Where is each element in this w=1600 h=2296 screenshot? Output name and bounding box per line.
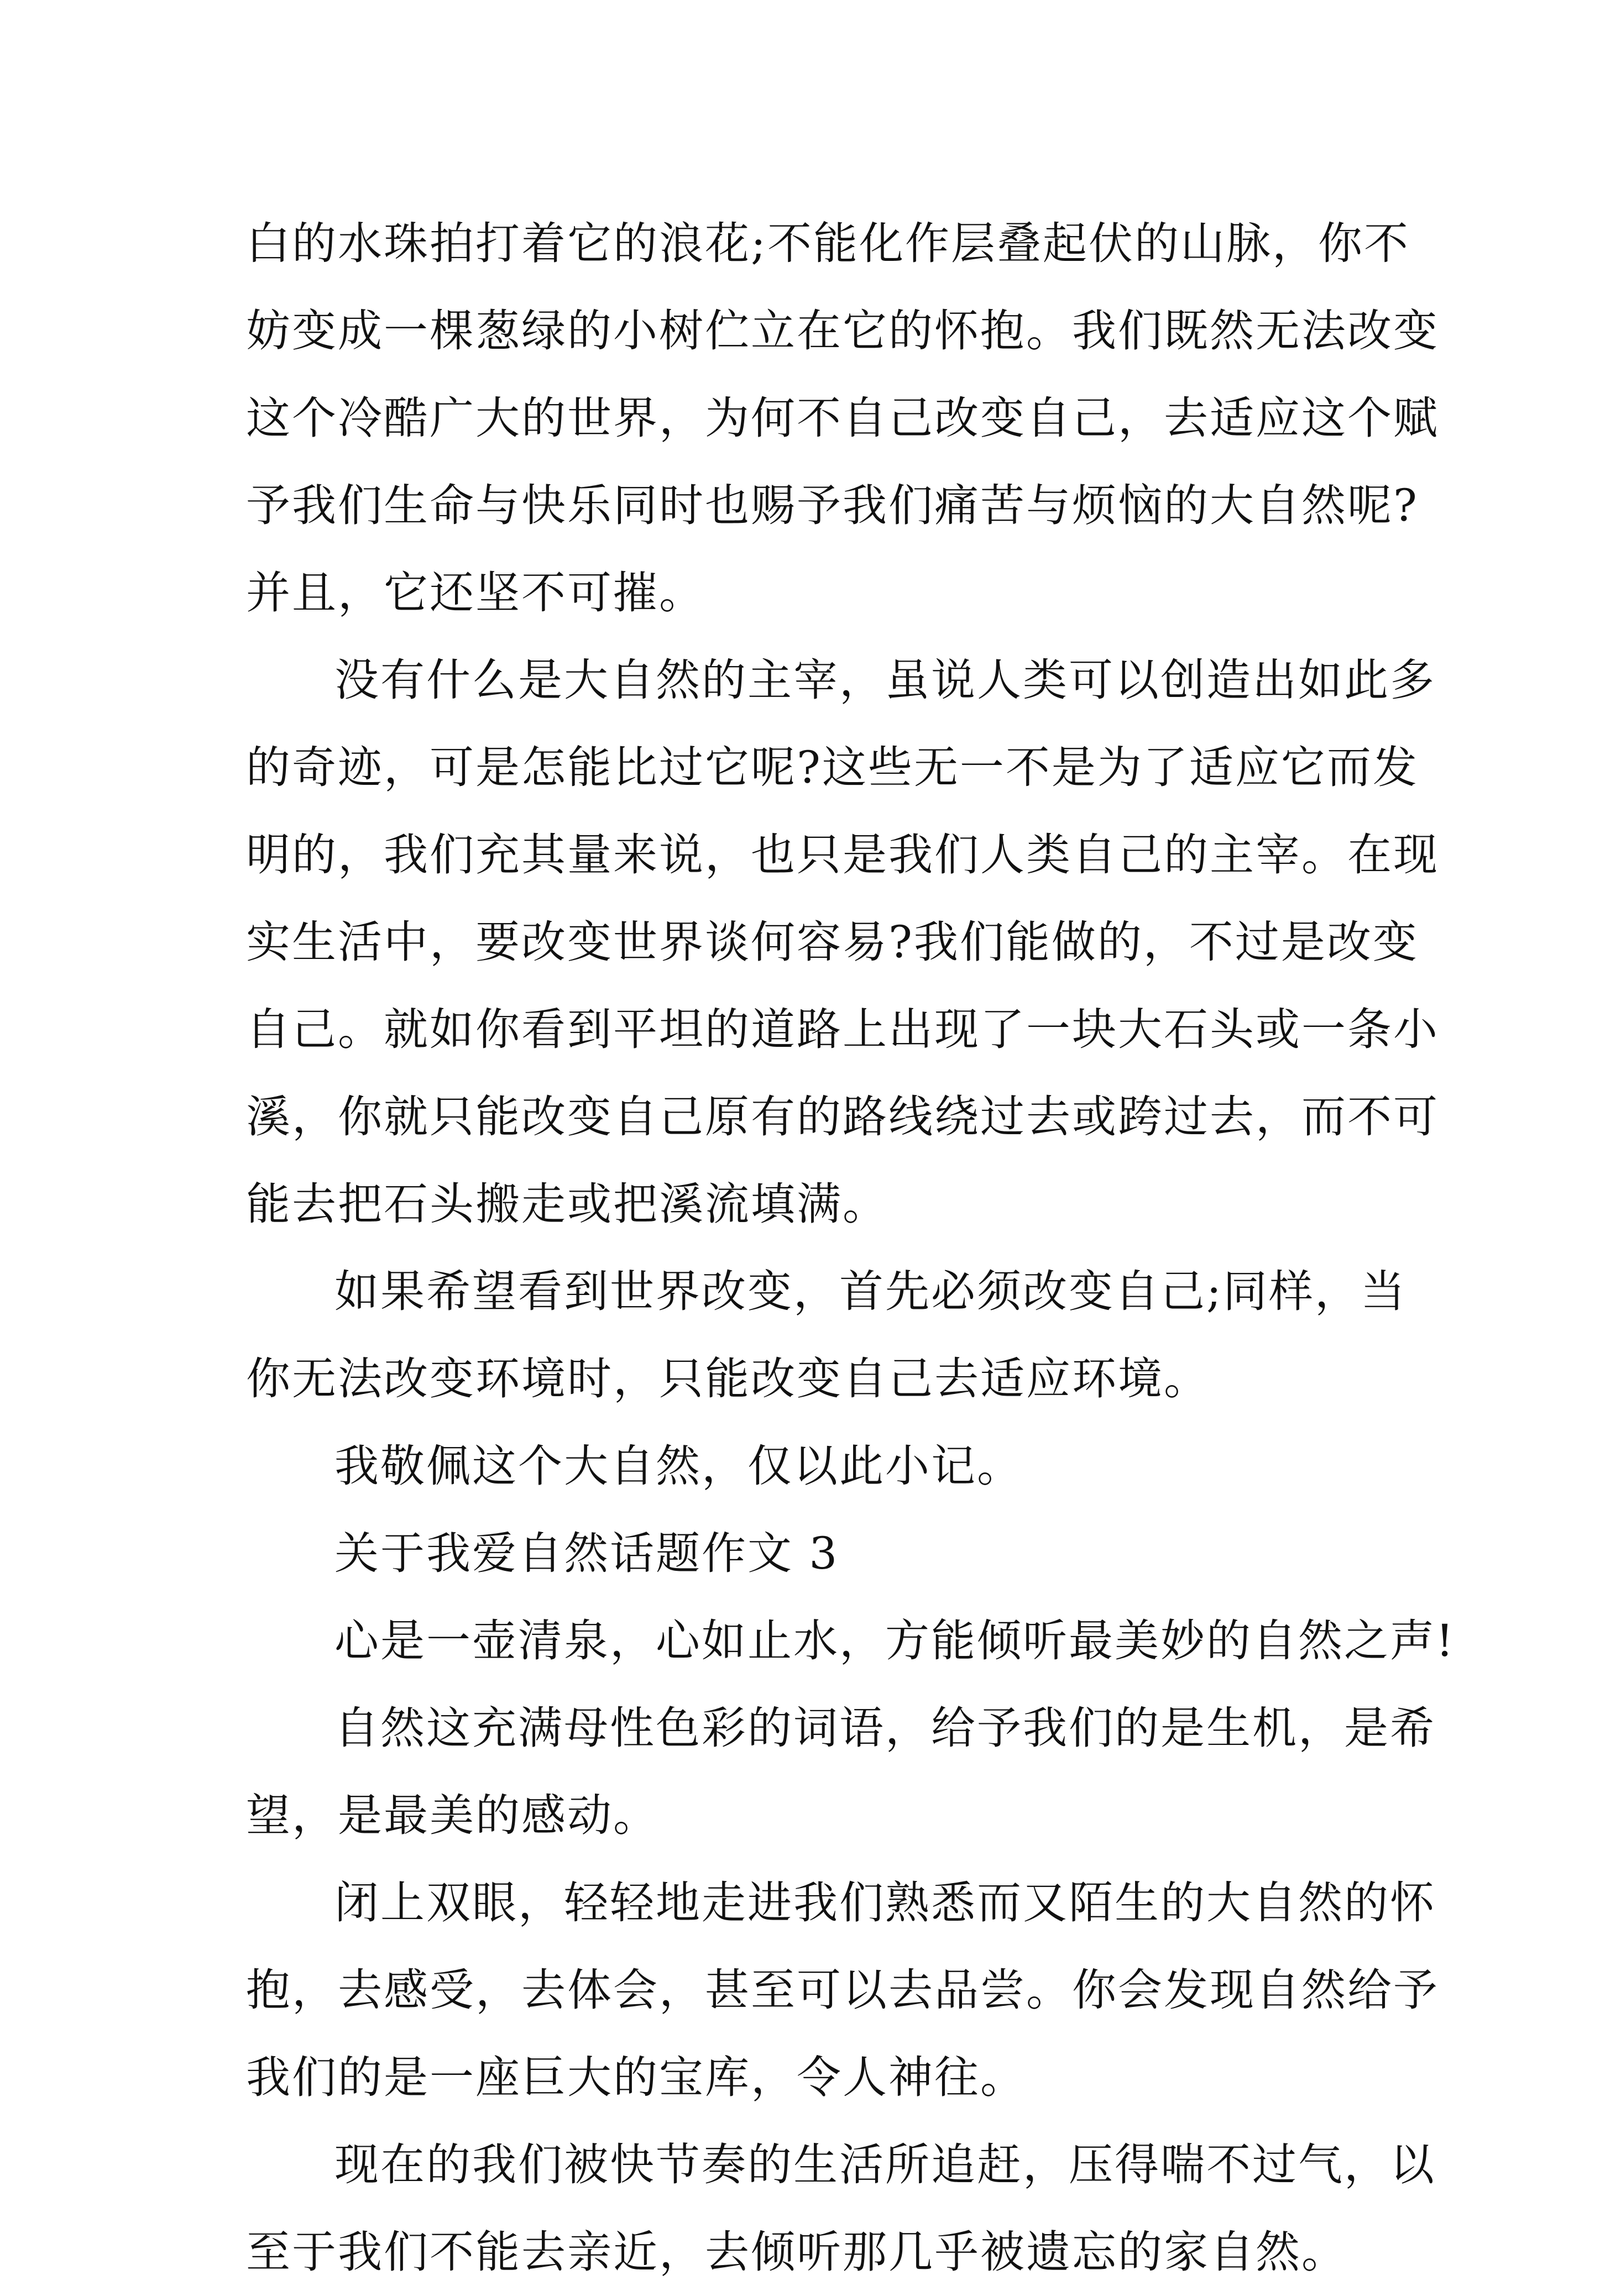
text-line: 抱，去感受，去体会，甚至可以去品尝。你会发现自然给予 (246, 1964, 1439, 2016)
text-line: 并且，它还坚不可摧。 (246, 567, 705, 618)
text-line: 我们的是一座巨大的宝库，令人神往。 (246, 2052, 1026, 2103)
text-line: 至于我们不能去亲近，去倾听那几乎被遗忘的家自然。 (246, 2226, 1347, 2278)
text-line: 白的水珠拍打着它的浪花;不能化作层叠起伏的山脉，你不 (246, 218, 1410, 269)
paragraph-first-line: 闭上双眼，轻轻地走进我们熟悉而又陌生的大自然的怀 (334, 1877, 1436, 1928)
text-line: 妨变成一棵葱绿的小树伫立在它的怀抱。我们既然无法改变 (246, 305, 1439, 357)
text-line: 明的，我们充其量来说，也只是我们人类自己的主宰。在现 (246, 829, 1439, 880)
text-line: 这个冷酷广大的世界，为何不自己改变自己，去适应这个赋 (246, 392, 1439, 444)
text-line: 实生活中，要改变世界谈何容易?我们能做的，不过是改变 (246, 916, 1419, 968)
essay-section-heading: 关于我爱自然话题作文 3 (334, 1528, 839, 1579)
paragraph-first-line: 现在的我们被快节奏的生活所追赶，压得喘不过气，以 (334, 2139, 1436, 2190)
text-line: 予我们生命与快乐同时也赐予我们痛苦与烦恼的大自然呢? (246, 480, 1419, 531)
paragraph-first-line: 自然这充满母性色彩的词语，给予我们的是生机，是希 (334, 1702, 1436, 1754)
text-line: 溪，你就只能改变自己原有的路线绕过去或跨过去，而不可 (246, 1091, 1439, 1142)
text-line: 自己。就如你看到平坦的道路上出现了一块大石头或一条小 (246, 1004, 1439, 1055)
paragraph-first-line: 没有什么是大自然的主宰，虽说人类可以创造出如此多 (334, 654, 1436, 706)
text-line: 能去把石头搬走或把溪流填满。 (246, 1178, 888, 1230)
text-line: 望，是最美的感动。 (246, 1790, 659, 1841)
paragraph-first-line: 我敬佩这个大自然，仅以此小记。 (334, 1440, 1023, 1492)
paragraph-first-line: 心是一壶清泉，心如止水，方能倾听最美妙的自然之声! (334, 1615, 1456, 1666)
essay-text-body (246, 200, 1456, 2296)
text-line: 你无法改变环境时，只能改变自己去适应环境。 (246, 1353, 1210, 1404)
paragraph-first-line: 如果希望看到世界改变，首先必须改变自己;同样，当 (334, 1266, 1406, 1317)
text-line: 的奇迹，可是怎能比过它呢?这些无一不是为了适应它而发 (246, 742, 1419, 793)
